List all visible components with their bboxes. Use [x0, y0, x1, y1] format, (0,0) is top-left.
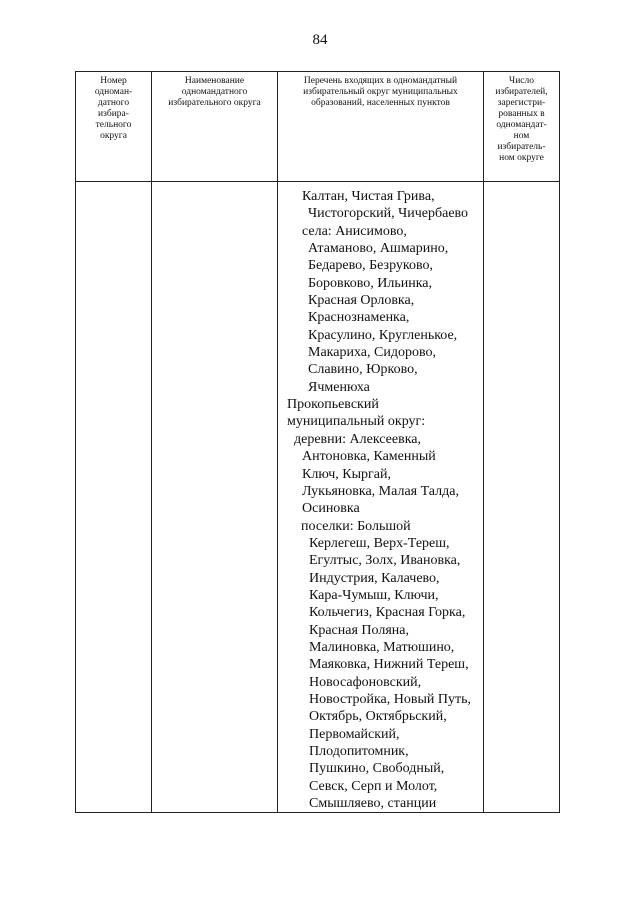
settlement-line: муниципальный округ:	[287, 414, 426, 430]
header-line: Номер	[100, 76, 127, 86]
settlement-line: деревни: Алексеевка,	[294, 431, 422, 447]
header-text	[76, 72, 151, 142]
settlement-line: Боровково, Ильинка,	[308, 275, 433, 291]
settlement-line: Славино, Юрково,	[308, 362, 418, 378]
header-district-name	[152, 72, 278, 182]
header-voters-count	[484, 72, 560, 182]
settlement-line: Новостройка, Новый Путь,	[309, 691, 472, 707]
settlement-line: села: Анисимово,	[302, 223, 407, 239]
settlement-line: Макариха, Сидорово,	[308, 345, 436, 361]
settlement-line: Кара-Чумыш, Ключи,	[309, 587, 439, 603]
header-line: избиратель-	[497, 142, 546, 152]
settlement-line: Осиновка	[302, 501, 360, 517]
settlement-line: Керлегеш, Верх-Тереш,	[309, 535, 450, 551]
header-line: избирательный округ муниципальных	[303, 87, 458, 97]
settlement-line: Ячменюха	[308, 379, 370, 395]
settlement-line: Прокопьевский	[287, 397, 379, 413]
header-district-number	[76, 72, 152, 182]
header-line: избирателей,	[495, 87, 548, 97]
settlement-line: Маяковка, Нижний Тереш,	[309, 657, 469, 673]
settlement-line: Кольчегиз, Красная Горка,	[309, 605, 466, 621]
header-line: датного	[97, 98, 130, 108]
header-line: одномандатного	[181, 87, 248, 97]
districts-table	[75, 71, 560, 813]
settlement-line: Атаманово, Ашмарино,	[308, 241, 449, 257]
table-row	[76, 182, 560, 813]
settlement-line: Антоновка, Каменный	[302, 449, 436, 465]
header-line: образований, населенных пунктов	[311, 98, 450, 108]
header-line: зарегистри-	[497, 98, 546, 108]
header-line: избира-	[98, 109, 129, 119]
cell-settlements	[278, 182, 484, 813]
settlement-line: Малиновка, Матюшино,	[309, 639, 455, 655]
header-settlements	[278, 72, 484, 182]
settlement-line: Октябрь, Октябрьский,	[309, 709, 447, 725]
header-line: тельного	[95, 120, 132, 130]
header-line: округа	[100, 131, 127, 141]
settlements-list	[278, 182, 483, 812]
page-number: 84	[312, 32, 328, 48]
header-line: ном	[513, 131, 530, 141]
header-line: одноман-	[94, 87, 133, 97]
settlement-line: Пушкино, Свободный,	[309, 761, 445, 777]
cell-district-number	[76, 182, 152, 813]
header-text	[484, 72, 559, 164]
settlement-line: Севск, Серп и Молот,	[309, 778, 438, 794]
settlement-line: Бедарево, Безруково,	[308, 258, 434, 274]
settlement-line: Ключ, Кыргай,	[302, 466, 391, 482]
header-line: Перечень входящих в одномандатный	[303, 76, 458, 86]
header-line: одномандат-	[496, 120, 547, 130]
settlement-line: Новосафоновский,	[309, 674, 422, 690]
settlement-line: Плодопитомник,	[309, 744, 409, 759]
settlement-line: Индустрия, Калачево,	[309, 570, 440, 586]
settlement-line: Краснознаменка,	[308, 310, 410, 326]
cell-voters-count	[484, 182, 560, 813]
settlement-line: Красная Поляна,	[309, 622, 409, 638]
settlement-line: поселки: Большой	[301, 518, 411, 534]
header-text	[278, 72, 483, 109]
table-header-row	[76, 72, 560, 182]
settlement-line: Чистогорский, Чичербаево	[308, 206, 469, 222]
settlement-line: Лукьяновка, Малая Талда,	[302, 483, 459, 499]
settlement-line: Красная Орловка,	[308, 293, 415, 309]
header-text	[152, 72, 277, 109]
settlement-line: Первомайский,	[309, 726, 400, 742]
settlement-line: Егултыс, Золх, Ивановка,	[309, 553, 461, 569]
cell-district-name	[152, 182, 278, 813]
header-line: рованных в	[498, 109, 545, 119]
header-line: избирательного округа	[168, 98, 261, 108]
header-line: Наименование	[184, 76, 245, 86]
settlement-line: Смышляево, станции	[309, 796, 437, 812]
settlement-line: Калтан, Чистая Грива,	[302, 189, 435, 204]
header-line: ном округе	[499, 153, 544, 163]
header-line: Число	[509, 76, 534, 86]
settlement-line: Красулино, Кругленькое,	[308, 327, 458, 343]
